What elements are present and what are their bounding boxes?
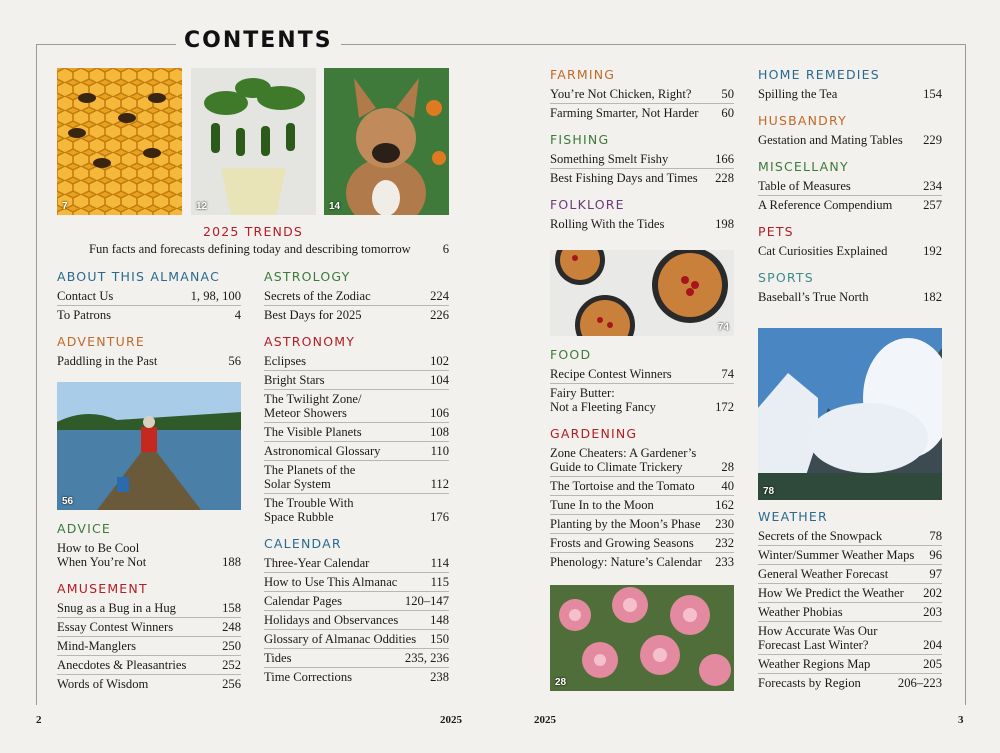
page-number: 158 [222, 601, 241, 615]
toc-entry[interactable] [264, 287, 449, 306]
entry-title: Weather Phobias [758, 605, 843, 619]
bowl-icon [550, 250, 734, 336]
page-number: 192 [923, 244, 942, 258]
trends-heading: 2025 TRENDS [202, 224, 304, 239]
entry-title: A Reference Compendium [758, 198, 893, 212]
toc-entry[interactable] [264, 423, 449, 442]
entry-title: Secrets of the Snowpack [758, 529, 883, 543]
entry-title: Planting by the Moon’s Phase [550, 517, 701, 531]
section-folklore [550, 196, 734, 233]
entry-title: Recipe Contest Winners [550, 367, 672, 381]
page-number: 226 [430, 308, 449, 322]
trends-section [57, 224, 449, 257]
photo-caption: 28 [555, 677, 567, 688]
entry-title: Essay Contest Winners [57, 620, 174, 634]
toc-entry[interactable] [758, 288, 942, 306]
page-number: 205 [923, 657, 942, 671]
entry-title: Cat Curiosities Explained [758, 244, 888, 258]
toc-entry[interactable] [57, 287, 241, 306]
toc-entry[interactable] [550, 384, 734, 416]
toc-entry[interactable] [264, 573, 449, 592]
page-number: 230 [715, 517, 734, 531]
honeycomb-icon [57, 68, 182, 215]
section-heading: FISHING [550, 132, 610, 147]
trends-entry[interactable] [57, 242, 449, 257]
toc-entry[interactable] [264, 611, 449, 630]
entry-title: Baseball’s True North [758, 290, 869, 304]
dog-photo [324, 68, 449, 215]
photo-caption: 12 [196, 201, 208, 212]
section-weather [758, 508, 942, 692]
entry-title: Best Fishing Days and Times [550, 171, 698, 185]
toc-entry[interactable] [57, 306, 241, 324]
section-heading: HUSBANDRY [758, 113, 847, 128]
right-page-number: 3 [958, 714, 964, 726]
page-number: 6 [442, 242, 449, 256]
entry-title: Best Days for 2025 [264, 308, 362, 322]
toc-entry[interactable] [758, 196, 942, 214]
page-number: 238 [430, 670, 449, 684]
entry-title: How We Predict the Weather [758, 586, 904, 600]
page-number: 234 [923, 179, 942, 193]
section-gardening [550, 425, 734, 571]
section-heading: MISCELLANY [758, 159, 849, 174]
section-heading: FOOD [550, 347, 592, 362]
page-number: 204 [923, 638, 942, 652]
page-number: 120–147 [404, 594, 449, 608]
page-number: 97 [929, 567, 942, 581]
page-number: 108 [430, 425, 449, 439]
toc-entry[interactable] [550, 85, 734, 104]
right-year: 2025 [534, 714, 556, 726]
page-number: 229 [923, 133, 942, 147]
page-number: 233 [715, 555, 734, 569]
page-number: 256 [222, 677, 241, 691]
toc-entry[interactable] [758, 565, 942, 584]
photo-caption: 14 [329, 201, 341, 212]
entry-title: To Patrons [57, 308, 112, 322]
page-number: 232 [715, 536, 734, 550]
toc-entry[interactable] [758, 131, 942, 149]
toc-entry[interactable] [550, 534, 734, 553]
page-number: 228 [715, 171, 734, 185]
entry-title: The Twilight Zone/ Meteor Showers [264, 392, 362, 420]
page-number: 60 [721, 106, 734, 120]
entry-title: The Visible Planets [264, 425, 362, 439]
toc-entry[interactable] [550, 444, 734, 477]
entry-title: The Planets of the Solar System [264, 463, 356, 491]
section-heading: HOME REMEDIES [758, 67, 880, 82]
section-heading: FOLKLORE [550, 197, 625, 212]
toc-entry[interactable] [57, 599, 241, 618]
section-heading: FARMING [550, 67, 616, 82]
page-number: 56 [228, 354, 241, 368]
entry-title: Fairy Butter: Not a Fleeting Fancy [550, 386, 656, 414]
entry-title: Tides [264, 651, 292, 665]
page-number: 182 [923, 290, 942, 304]
page-number: 104 [430, 373, 449, 387]
page-number: 162 [715, 498, 734, 512]
page-number: 206–223 [897, 676, 942, 690]
avalanche-photo [758, 328, 942, 500]
section-heading: PETS [758, 224, 794, 239]
photo-caption: 74 [717, 322, 729, 333]
page-number: 28 [721, 460, 734, 474]
entry-title: Something Smelt Fishy [550, 152, 669, 166]
section-heading: ASTROLOGY [264, 269, 351, 284]
photo-caption: 7 [62, 201, 68, 212]
photo-caption: 78 [763, 486, 775, 497]
toc-entry[interactable] [264, 371, 449, 390]
photo-caption: 56 [62, 496, 74, 507]
entry-title: The Tortoise and the Tomato [550, 479, 695, 493]
toc-entry[interactable] [264, 494, 449, 526]
section-miscellany [758, 158, 942, 214]
section-sports [758, 269, 942, 306]
page-number: 235, 236 [404, 651, 449, 665]
section-heading: ADVENTURE [57, 334, 145, 349]
page-number: 176 [430, 510, 449, 524]
canoe-icon [57, 382, 241, 510]
toc-entry[interactable] [758, 655, 942, 674]
column-1a [57, 268, 241, 379]
column-4a [758, 66, 942, 315]
page-number: 40 [721, 479, 734, 493]
column-3a [550, 66, 734, 242]
entry-title: Three-Year Calendar [264, 556, 370, 570]
entry-title: Mind-Manglers [57, 639, 137, 653]
entry-title: Tune In to the Moon [550, 498, 654, 512]
cucumbers-photo [191, 68, 316, 215]
page-number: 50 [721, 87, 734, 101]
toc-entry[interactable] [550, 477, 734, 496]
page-number: 112 [430, 477, 449, 491]
dog-icon [324, 68, 449, 215]
toc-entry[interactable] [264, 668, 449, 686]
page-number: 110 [430, 444, 449, 458]
entry-title: Anecdotes & Pleasantries [57, 658, 187, 672]
section-heading: WEATHER [758, 509, 828, 524]
toc-entry[interactable] [264, 630, 449, 649]
section-heading: ASTRONOMY [264, 334, 356, 349]
page-number: 78 [929, 529, 942, 543]
section-pets [758, 223, 942, 260]
section-husbandry [758, 112, 942, 149]
entry-title: Glossary of Almanac Oddities [264, 632, 417, 646]
entry-title: Time Corrections [264, 670, 353, 684]
entry-title: Forecasts by Region [758, 676, 861, 690]
entry-title: Table of Measures [758, 179, 851, 193]
trends-text: Fun facts and forecasts defining today and describing tomorrow [88, 242, 411, 256]
toc-entry[interactable] [550, 104, 734, 122]
page-number: 114 [430, 556, 449, 570]
entry-title: How to Use This Almanac [264, 575, 398, 589]
page-number: 4 [234, 308, 241, 322]
page-number: 224 [430, 289, 449, 303]
entry-title: Words of Wisdom [57, 677, 149, 691]
section-home-remedies [758, 66, 942, 103]
entry-title: How Accurate Was Our Forecast Last Winter? [758, 624, 878, 652]
toc-entry[interactable] [758, 622, 942, 655]
page-number: 252 [222, 658, 241, 672]
toc-entry[interactable] [758, 584, 942, 603]
entry-title: Astronomical Glossary [264, 444, 381, 458]
section-astronomy [264, 333, 449, 526]
mountain-icon [758, 328, 942, 500]
page-number: 106 [430, 406, 449, 420]
section-about-this-almanac [57, 268, 241, 324]
toc-entry[interactable] [57, 656, 241, 675]
page-number: 198 [715, 217, 734, 231]
section-heading: ABOUT THIS ALMANAC [57, 269, 220, 284]
section-heading: GARDENING [550, 426, 638, 441]
entry-title: Calendar Pages [264, 594, 342, 608]
section-advice [57, 520, 241, 571]
entry-title: Winter/Summer Weather Maps [758, 548, 915, 562]
column-4b [758, 508, 942, 701]
bees-photo [57, 68, 182, 215]
page-number: 203 [923, 605, 942, 619]
section-heading: ADVICE [57, 521, 112, 536]
page-number: 74 [721, 367, 734, 381]
toc-entry[interactable] [758, 527, 942, 546]
entry-title: Contact Us [57, 289, 114, 303]
toc-entry[interactable] [758, 85, 942, 103]
section-amusement [57, 580, 241, 693]
entry-title: Phenology: Nature’s Calendar [550, 555, 702, 569]
toc-entry[interactable] [550, 553, 734, 571]
page-number: 1, 98, 100 [190, 289, 241, 303]
cherries-photo [550, 250, 734, 336]
page-number: 148 [430, 613, 449, 627]
entry-title: You’re Not Chicken, Right? [550, 87, 692, 101]
entry-title: General Weather Forecast [758, 567, 889, 581]
entry-title: Weather Regions Map [758, 657, 871, 671]
entry-title: Paddling in the Past [57, 354, 158, 368]
flower-icon [550, 585, 734, 691]
page-number: 202 [923, 586, 942, 600]
page-number: 150 [430, 632, 449, 646]
entry-title: Secrets of the Zodiac [264, 289, 371, 303]
toc-entry[interactable] [57, 618, 241, 637]
flowers-photo [550, 585, 734, 691]
toc-entry[interactable] [57, 539, 241, 571]
entry-title: Zone Cheaters: A Gardener’s Guide to Climate Trickery [550, 446, 697, 474]
section-heading: CALENDAR [264, 536, 342, 551]
entry-title: Frosts and Growing Seasons [550, 536, 694, 550]
section-heading: SPORTS [758, 270, 814, 285]
page-number: 166 [715, 152, 734, 166]
toc-entry[interactable] [550, 496, 734, 515]
page-number: 154 [923, 87, 942, 101]
section-astrology [264, 268, 449, 324]
entry-title: Eclipses [264, 354, 306, 368]
toc-entry[interactable] [758, 177, 942, 196]
toc-entry[interactable] [264, 306, 449, 324]
page-number: 96 [929, 548, 942, 562]
section-fishing [550, 131, 734, 187]
left-year: 2025 [440, 714, 462, 726]
page-number: 172 [715, 400, 734, 414]
section-farming [550, 66, 734, 122]
toc-entry[interactable] [57, 637, 241, 656]
toc-entry[interactable] [758, 242, 942, 260]
entry-title: Rolling With the Tides [550, 217, 665, 231]
toc-entry[interactable] [264, 461, 449, 494]
toc-entry[interactable] [550, 150, 734, 169]
toc-entry[interactable] [264, 554, 449, 573]
entry-title: Snug as a Bug in a Hug [57, 601, 176, 615]
entry-title: Gestation and Mating Tables [758, 133, 903, 147]
toc-entry[interactable] [550, 215, 734, 233]
toc-entry[interactable] [57, 675, 241, 693]
toc-entry[interactable] [264, 649, 449, 668]
page-number: 102 [430, 354, 449, 368]
plant-icon [191, 68, 316, 215]
toc-entry[interactable] [758, 603, 942, 622]
column-2 [264, 268, 449, 695]
page-number: 188 [222, 555, 241, 569]
toc-entry[interactable] [264, 352, 449, 371]
page-number: 248 [222, 620, 241, 634]
entry-title: The Trouble With Space Rubble [264, 496, 354, 524]
page-number: 250 [222, 639, 241, 653]
toc-entry[interactable] [264, 442, 449, 461]
canoe-photo [57, 382, 241, 510]
entry-title: How to Be Cool When You’re Not [57, 541, 147, 569]
left-page-number: 2 [36, 714, 42, 726]
toc-entry[interactable] [264, 390, 449, 423]
toc-entry[interactable] [57, 352, 241, 370]
entry-title: Spilling the Tea [758, 87, 838, 101]
section-food [550, 346, 734, 416]
page-number: 115 [430, 575, 449, 589]
column-1b [57, 520, 241, 702]
entry-title: Farming Smarter, Not Harder [550, 106, 699, 120]
entry-title: Holidays and Observances [264, 613, 399, 627]
toc-entry[interactable] [758, 546, 942, 565]
entry-title: Bright Stars [264, 373, 325, 387]
toc-entry[interactable] [550, 169, 734, 187]
toc-entry[interactable] [264, 592, 449, 611]
page-number: 257 [923, 198, 942, 212]
page-title: CONTENTS [176, 28, 341, 53]
section-heading: AMUSEMENT [57, 581, 148, 596]
toc-entry[interactable] [550, 515, 734, 534]
section-calendar [264, 535, 449, 686]
toc-entry[interactable] [758, 674, 942, 692]
toc-entry[interactable] [550, 365, 734, 384]
section-adventure [57, 333, 241, 370]
column-3b [550, 346, 734, 580]
